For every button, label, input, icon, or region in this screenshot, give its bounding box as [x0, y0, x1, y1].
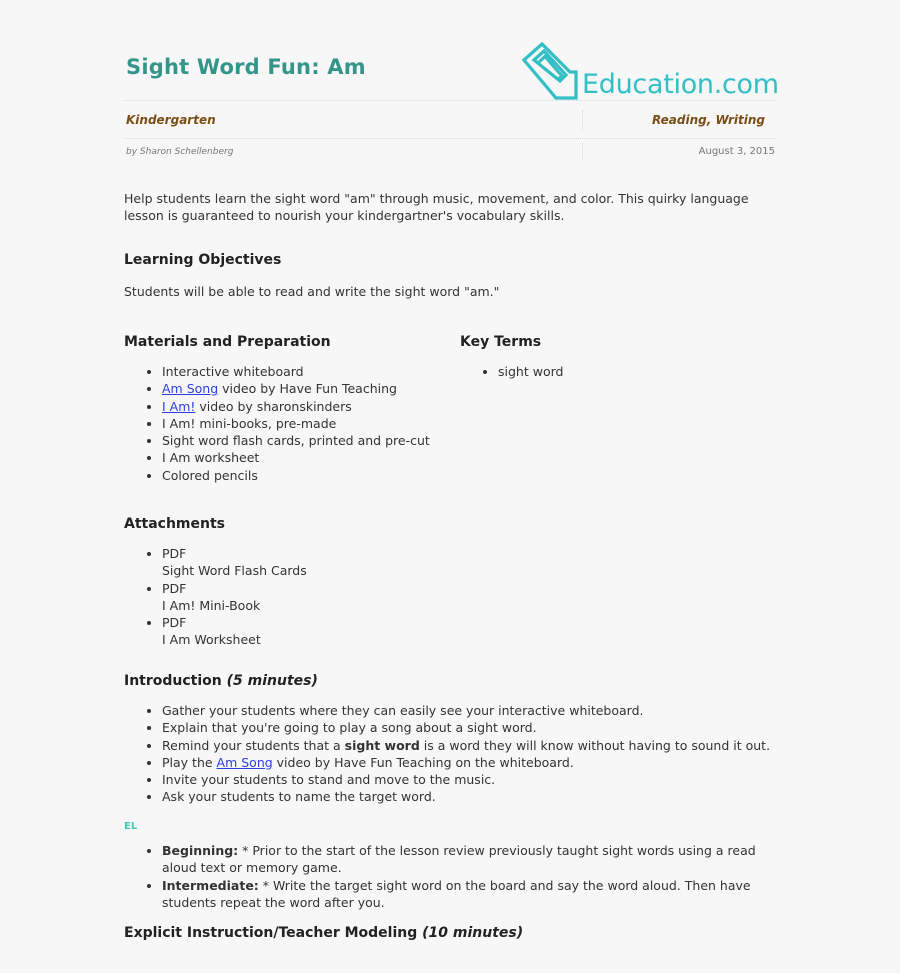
- lesson-content: [124, 190, 775, 941]
- publish-date: August 3, 2015: [698, 146, 775, 157]
- author-byline: by Sharon Schellenberg: [126, 147, 234, 157]
- am-song-link[interactable]: Am Song: [216, 754, 273, 770]
- attachment-item[interactable]: [162, 580, 307, 615]
- section-heading: Key Terms: [460, 334, 542, 350]
- attachments-section: [124, 514, 307, 649]
- grade-label: Kindergarten: [126, 113, 216, 127]
- attachment-name[interactable]: Sight Word Flash Cards: [162, 563, 307, 579]
- attachments-list: [124, 545, 307, 649]
- list-item: • I Am! video by sharonskinders: [162, 398, 430, 415]
- divider: [124, 138, 775, 139]
- el-supports-list: [124, 842, 775, 911]
- section-heading: Explicit Instruction/Teacher Modeling (10 minutes): [124, 925, 524, 941]
- file-type: PDF: [162, 546, 187, 561]
- divider: [124, 100, 775, 101]
- list-item: • I Am worksheet: [162, 449, 430, 466]
- el-tag: EL: [124, 821, 138, 832]
- pencil-paperclip-icon: [522, 42, 580, 102]
- section-heading: Introduction (5 minutes): [124, 673, 318, 689]
- list-item: • Gather your students where they can easily see your interactive whiteboard.: [162, 702, 782, 719]
- key-terms-list: [460, 363, 563, 380]
- attachment-name[interactable]: I Am! Mini-Book: [162, 597, 261, 613]
- introduction-section: [124, 671, 782, 806]
- list-item: • I Am! mini-books, pre-made: [162, 415, 430, 432]
- divider: [582, 110, 583, 130]
- lesson-plan-page: [124, 0, 779, 941]
- section-heading: Materials and Preparation: [124, 334, 331, 350]
- list-item: • Am Song video by Have Fun Teaching: [162, 380, 430, 397]
- file-type: PDF: [162, 615, 187, 631]
- education-com-logo[interactable]: [522, 42, 782, 102]
- file-type: PDF: [162, 580, 187, 596]
- explicit-instruction-section: [124, 923, 523, 943]
- list-item: • Colored pencils: [162, 467, 430, 484]
- materials-list: [124, 363, 430, 484]
- attachment-name[interactable]: I Am Worksheet: [162, 632, 261, 648]
- logo-text: Education.com: [582, 69, 779, 100]
- key-terms-section: [460, 332, 563, 380]
- attachment-item[interactable]: [162, 614, 307, 649]
- objective-text: Students will be able to read and write the sight word "am.": [124, 284, 500, 299]
- list-item: • sight word: [498, 363, 563, 380]
- intro-paragraph: Help students learn the sight word "am" through music, movement, and color. This quirky language lesson is guaranteed to nourish your kindergartner's vocabulary skills.: [124, 191, 749, 223]
- duration: (10 minutes): [422, 925, 524, 941]
- list-item: • Sight word flash cards, printed and pre-cut: [162, 432, 430, 449]
- list-item: • Intermediate: * Write the target sight word on the board and say the word aloud. Then have students repeat the word after you.: [162, 877, 775, 912]
- page-title: Sight Word Fun: Am: [126, 55, 366, 79]
- materials-section: [124, 332, 430, 484]
- subject-label: Reading, Writing: [652, 113, 765, 127]
- duration: (5 minutes): [226, 673, 318, 689]
- i-am-video-link[interactable]: I Am!: [162, 398, 196, 414]
- list-item: • Explain that you're going to play a song about a sight word.: [162, 719, 782, 736]
- am-song-link[interactable]: Am Song: [162, 381, 219, 397]
- list-item: • Invite your students to stand and move to the music.: [162, 771, 782, 788]
- list-item: • Beginning: * Prior to the start of the lesson review previously taught sight words using a read aloud text or memory game.: [162, 842, 775, 877]
- list-item: • Interactive whiteboard: [162, 363, 430, 380]
- introduction-steps: [124, 702, 782, 806]
- section-heading: Attachments: [124, 516, 226, 532]
- section-heading: Learning Objectives: [124, 252, 282, 268]
- learning-objectives-section: [124, 250, 499, 300]
- attachment-item[interactable]: [162, 545, 307, 580]
- list-item: • Play the Am Song video by Have Fun Teaching on the whiteboard.: [162, 754, 782, 771]
- list-item: • Remind your students that a sight word is a word they will know without having to sound it out.: [162, 737, 782, 754]
- divider: [582, 143, 583, 159]
- list-item: • Ask your students to name the target word.: [162, 788, 782, 805]
